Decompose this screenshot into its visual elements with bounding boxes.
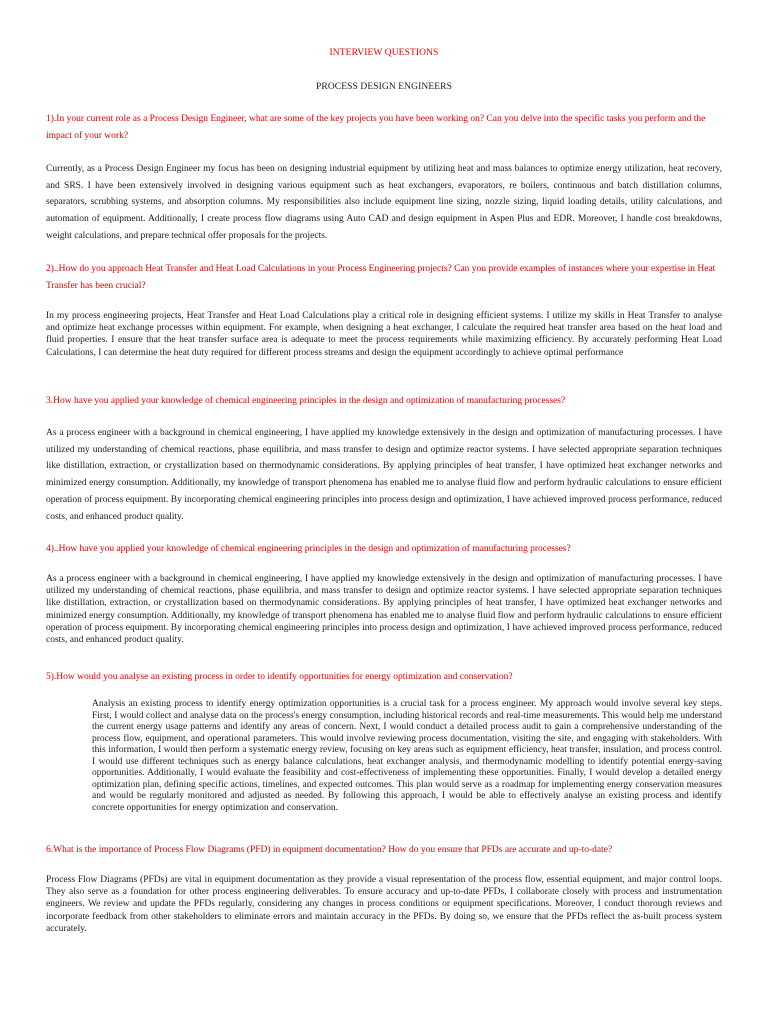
answer-6: Process Flow Diagrams (PFDs) are vital in equipment documentation as they provide a visual representation of the process flow, essential equipment, and major control loops. They also serve as a foundation for other process engineering deliverables. To ensure accuracy and up-to-date PFDs, I collaborate closely with process and instrumentation engineers. We review and update the PFDs regularly, considering any changes in process conditions or equipment specifications. Moreover, I conduct thorough reviews and incorporate feedback from other stakeholders to eliminate errors and maintain accuracy in the PFDs. By doing so, we ensure that the PFDs reflect the as-built process system accurately. bbox=[46, 875, 722, 934]
answer-2: In my process engineering projects, Heat Transfer and Heat Load Calculations play a critical role in designing efficient systems. I utilize my skills in Heat Transfer to analyse and optimize heat exchange processes within equipment. For example, when designing a heat exchanger, I calculate the required heat transfer area based on the heat load and fluid properties. I ensure that the heat transfer surface area is adequate to meet the process requirements while maximizing efficiency. By accurately performing Heat Load Calculations, I can determine the heat duty required for different process streams and design the equipment accordingly to achieve optimal performance bbox=[46, 311, 722, 358]
question-2: 2)..How do you approach Heat Transfer and Heat Load Calculations in your Process Engineering projects? Can you provide examples of instances where your expertise in Heat Transfer has been crucial? bbox=[46, 264, 716, 291]
question-5: 5).How would you analyse an existing process in order to identify opportunities for energy optimization and conservation? bbox=[46, 672, 513, 682]
question-3: 3.How have you applied your knowledge of chemical engineering principles in the design and optimization of manufacturing processes? bbox=[46, 396, 566, 406]
answer-1: Currently, as a Process Design Engineer my focus has been on designing industrial equipment by utilizing heat and mass balances to optimize energy utilization, heat recovery, and SRS. I have been extensively involved in designing various equipment such as heat exchangers, evaporators, re boilers, continuous and batch distillation columns, separators, scrubbing systems, and absorption columns. My responsibilities also include equipment line sizing, nozzle sizing, liquid loading details, utility calculations, and automation of equipment. Additionally, I create process flow diagrams using Auto CAD and design equipment in Aspen Plus and EDR. Moreover, I handle cost breakdowns, weight calculations, and prepare technical offer proposals for the projects. bbox=[46, 164, 722, 241]
question-4: 4)..How have you applied your knowledge of chemical engineering principles in the design and optimization of manufacturing processes? bbox=[46, 544, 571, 554]
question-6: 6.What is the importance of Process Flow Diagrams (PFD) in equipment documentation? How do you ensure that PFDs are accurate and up-to-date? bbox=[46, 845, 613, 855]
answer-4: As a process engineer with a background in chemical engineering, I have applied my knowledge extensively in the design and optimization of manufacturing processes. I have utilized my understanding of chemical reactions, phase equilibria, and mass transfer to design and optimize reactor systems. I have selected appropriate separation techniques like distillation, extraction, or crystallization based on thermodynamic considerations. By applying principles of heat transfer, I have optimized heat exchanger networks and minimized energy consumption. Additionally, my knowledge of transport phenomena has enabled me to analyse fluid flow and perform hydraulic calculations to ensure efficient operation of process equipment. By incorporating chemical engineering principles into process design and optimization, I have achieved improved process performance, reduced costs, and enhanced product quality. bbox=[46, 574, 722, 646]
answer-3: As a process engineer with a background in chemical engineering, I have applied my knowledge extensively in the design and optimization of manufacturing processes. I have utilized my understanding of chemical reactions, phase equilibria, and mass transfer to design and optimize reactor systems. I have selected appropriate separation techniques like distillation, extraction, or crystallization based on thermodynamic considerations. By applying principles of heat transfer, I have optimized heat exchanger networks and minimized energy consumption. Additionally, my knowledge of transport phenomena has enabled me to analyse fluid flow and perform hydraulic calculations to ensure efficient operation of process equipment. By incorporating chemical engineering principles into process design and optimization, I have achieved improved process performance, reduced costs, and enhanced product quality. bbox=[46, 428, 722, 522]
question-1: 1).In your current role as a Process Design Engineer, what are some of the key projects you have been working on? Can you delve into the specific tasks you perform and the impact of your work? bbox=[46, 114, 706, 141]
document-title: INTERVIEW QUESTIONS bbox=[329, 48, 439, 58]
answer-5: Analysis an existing process to identify energy optimization opportunities is a crucial task for a process engineer. My approach would involve several key steps. First, I would collect and analyse data on the process's energy consumption, including historical records and real-time measurements. This would help me understand the current energy usage patterns and identify any areas of concern. Next, I would conduct a detailed process audit to gain a comprehensive understanding of the process flow, equipment, and operational parameters. This would involve reviewing process documentation, visiting the site, and engaging with stakeholders. With this information, I would then perform a systematic energy review, focusing on key areas such as equipment efficiency, heat transfer, insulation, and process control. I would use different techniques such as energy balance calculations, heat exchanger analysis, and thermodynamic modelling to identify potential energy-saving opportunities. Additionally, I would evaluate the feasibility and cost-effectiveness of implementing these opportunities. Finally, I would develop a detailed energy optimization plan, defining specific actions, timelines, and expected outcomes. This plan would serve as a roadmap for implementing energy conservation measures and would be regularly monitored and adjusted as needed. By following this approach, I would be able to effectively analyse an existing process and identify concrete opportunities for energy optimization and conservation. bbox=[92, 699, 722, 813]
document-subtitle: PROCESS DESIGN ENGINEERS bbox=[316, 82, 452, 92]
